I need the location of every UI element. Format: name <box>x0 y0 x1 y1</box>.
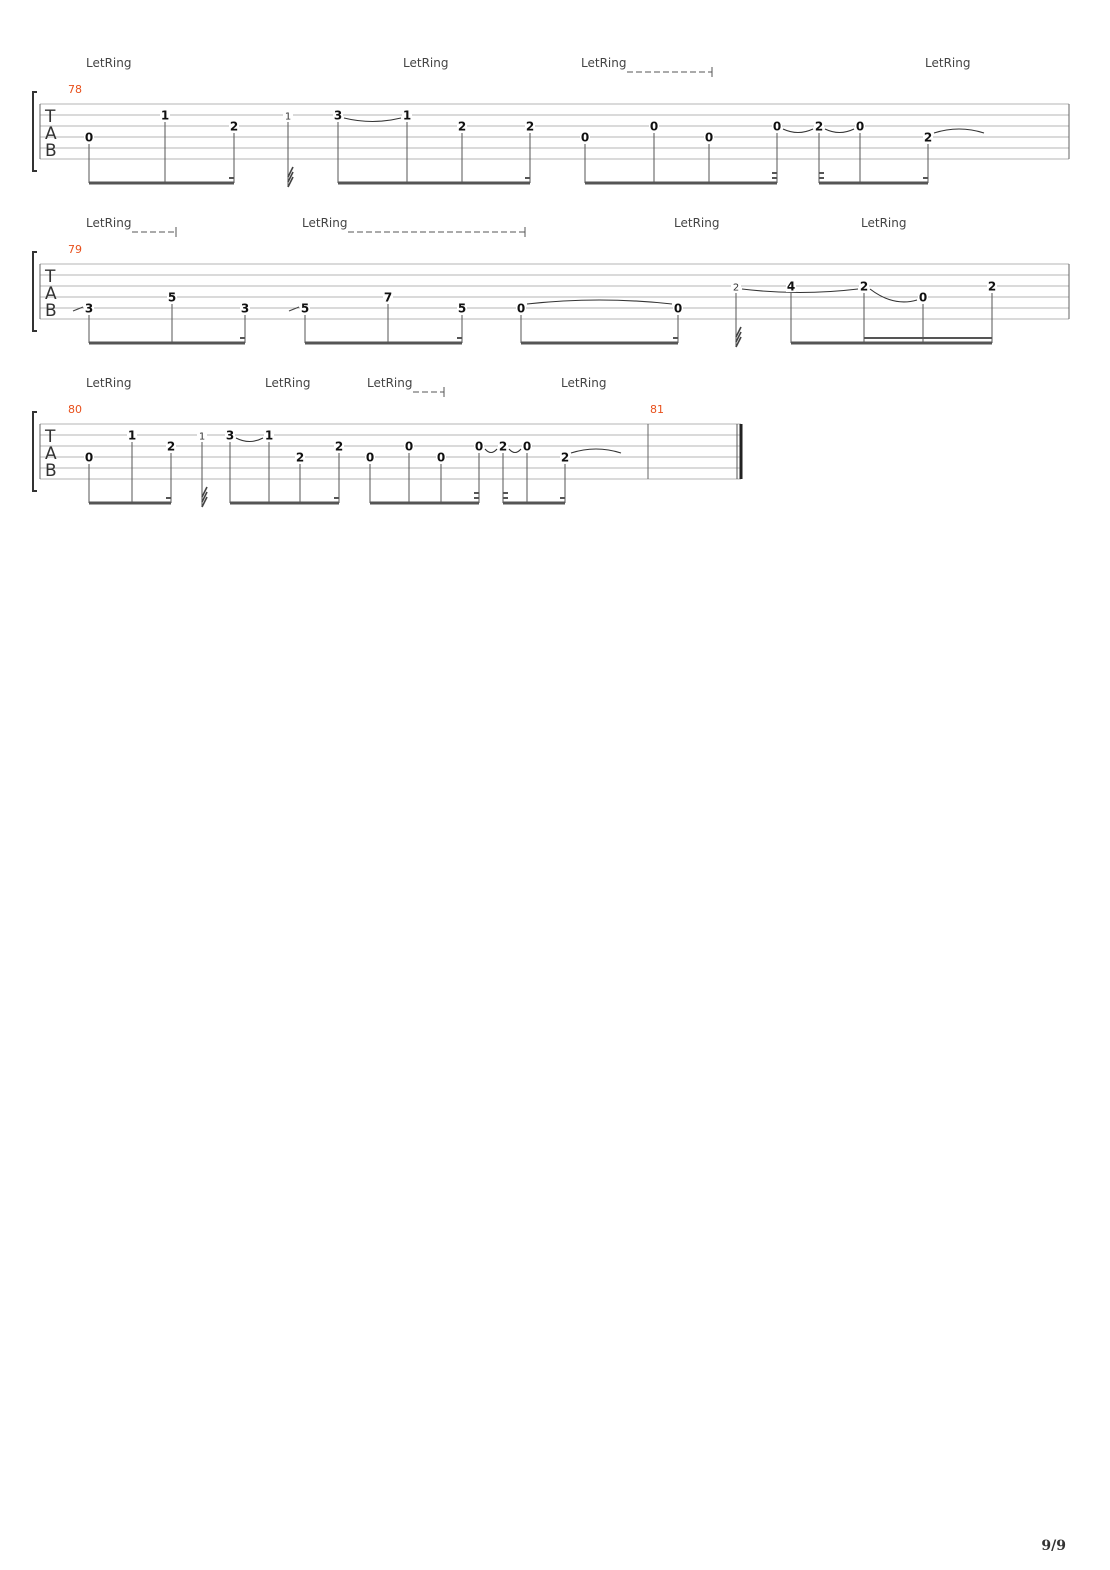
fret-number: 1 <box>127 428 137 443</box>
fret-number: 0 <box>855 119 865 134</box>
fret-number: 2 <box>923 130 933 145</box>
tie-arc <box>934 129 984 133</box>
fret-number: 3 <box>84 301 94 316</box>
fret-number: 2 <box>498 439 508 454</box>
fret-number: 2 <box>987 279 997 294</box>
fret-number: 0 <box>365 450 375 465</box>
tie-arc <box>485 449 497 453</box>
tab-system-1 <box>33 56 1069 187</box>
tab-clef-letter: B <box>45 301 57 321</box>
let-ring-label: LetRing <box>581 56 627 70</box>
measure-number: 78 <box>68 83 82 96</box>
fret-number: 0 <box>918 290 928 305</box>
fret-number: 0 <box>772 119 782 134</box>
let-ring-label: LetRing <box>302 216 348 230</box>
let-ring-label: LetRing <box>367 376 413 390</box>
let-ring-label: LetRing <box>925 56 971 70</box>
fret-number: 2 <box>229 119 239 134</box>
tie-arc <box>825 129 854 133</box>
fret-number: 2 <box>166 439 176 454</box>
fret-number: 1 <box>198 431 206 443</box>
fret-number: 0 <box>649 119 659 134</box>
tab-clef-letter: A <box>45 124 57 144</box>
tab-clef-letter: T <box>45 267 56 287</box>
tab-clef-letter: B <box>45 141 57 161</box>
fret-number: 0 <box>522 439 532 454</box>
fret-number: 5 <box>167 290 177 305</box>
fret-number: 2 <box>859 279 869 294</box>
fret-number: 0 <box>673 301 683 316</box>
tie-arc <box>344 118 401 122</box>
tie-arc <box>509 449 521 453</box>
fret-number: 0 <box>474 439 484 454</box>
system-bracket <box>33 412 37 491</box>
tie-arc <box>236 438 263 442</box>
tie-arc <box>870 289 917 302</box>
tie-arc <box>783 129 813 133</box>
fret-number: 0 <box>84 450 94 465</box>
tab-system-3 <box>33 376 741 507</box>
fret-number: 5 <box>457 301 467 316</box>
page-number: 9/9 <box>1041 1538 1066 1554</box>
measure-number: 81 <box>650 403 664 416</box>
let-ring-label: LetRing <box>86 216 132 230</box>
let-ring-label: LetRing <box>86 376 132 390</box>
let-ring-label: LetRing <box>561 376 607 390</box>
fret-number: 1 <box>160 108 170 123</box>
fret-number: 1 <box>402 108 412 123</box>
tab-system-2 <box>33 216 1069 347</box>
fret-number: 0 <box>436 450 446 465</box>
tab-clef-letter: A <box>45 444 57 464</box>
fret-number: 1 <box>284 111 292 123</box>
fret-number: 0 <box>704 130 714 145</box>
let-ring-label: LetRing <box>265 376 311 390</box>
tab-clef-letter: T <box>45 427 56 447</box>
fret-number: 2 <box>334 439 344 454</box>
measure-number: 80 <box>68 403 82 416</box>
fret-number: 2 <box>295 450 305 465</box>
fret-number: 0 <box>404 439 414 454</box>
system-bracket <box>33 252 37 331</box>
fret-number: 2 <box>525 119 535 134</box>
tie-arc <box>742 289 858 293</box>
fret-number: 3 <box>225 428 235 443</box>
fret-number: 0 <box>516 301 526 316</box>
tie-arc <box>571 449 621 453</box>
fret-number: 1 <box>264 428 274 443</box>
fret-number: 2 <box>814 119 824 134</box>
fret-number: 2 <box>732 282 740 294</box>
fret-number: 0 <box>84 130 94 145</box>
measure-number: 79 <box>68 243 82 256</box>
let-ring-label: LetRing <box>403 56 449 70</box>
let-ring-label: LetRing <box>861 216 907 230</box>
fret-number: 3 <box>333 108 343 123</box>
fret-number: 3 <box>240 301 250 316</box>
system-bracket <box>33 92 37 171</box>
tab-clef-letter: B <box>45 461 57 481</box>
let-ring-label: LetRing <box>674 216 720 230</box>
let-ring-label: LetRing <box>86 56 132 70</box>
tab-clef-letter: T <box>45 107 56 127</box>
fret-number: 2 <box>560 450 570 465</box>
fret-number: 5 <box>300 301 310 316</box>
fret-number: 2 <box>457 119 467 134</box>
tie-arc <box>527 300 672 304</box>
fret-number: 4 <box>786 279 796 294</box>
fret-number: 7 <box>383 290 393 305</box>
tab-clef-letter: A <box>45 284 57 304</box>
fret-number: 0 <box>580 130 590 145</box>
